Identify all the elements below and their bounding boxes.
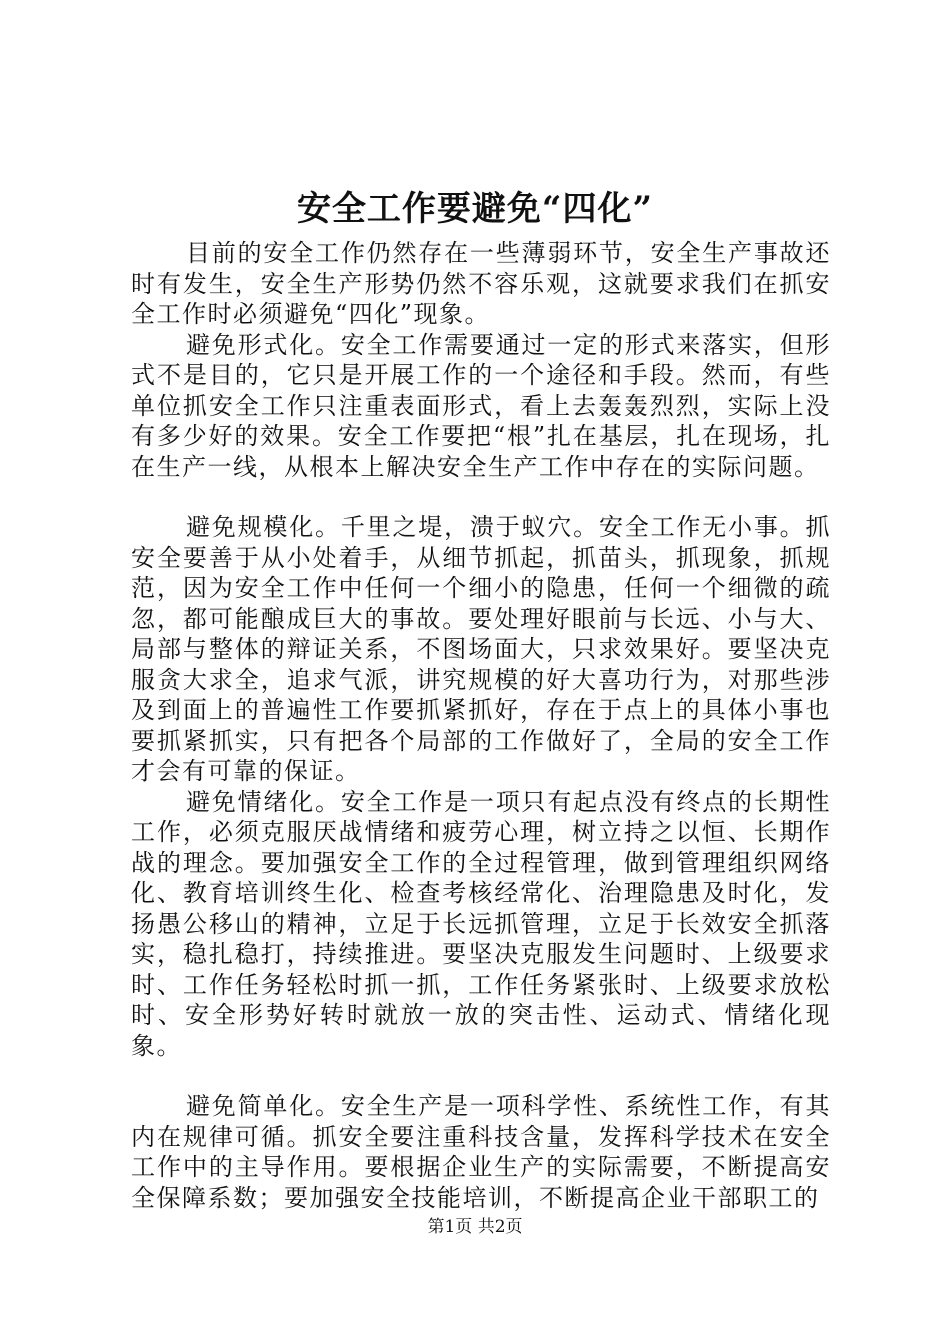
paragraph-emotion: 避免情绪化。安全工作是一项只有起点没有终点的长期性工作，必须克服厌战情绪和疲劳心理，树立持之以恒、长期作战的理念。要加强安全工作的全过程管理，做到管理组织网络化、教育培训终生化、检查考核经常化、治理隐患及时化，发扬愚公移山的精神，立足于长远抓管理，立足于长效安全抓落实，稳扎稳打，持续推进。要坚决克服发生问题时、上级要求时、工作任务轻松时抓一抓，工作任务紧张时、上级要求放松时、安全形势好转时就放一放的突击性、运动式、情绪化现象。 bbox=[131, 787, 831, 1060]
page-number-footer: 第1页 共2页 bbox=[427, 1217, 523, 1237]
document-title: 安全工作要避免“四化” bbox=[296, 189, 654, 229]
document-body bbox=[131, 238, 831, 1213]
paragraph-formalism: 避免形式化。安全工作需要通过一定的形式来落实，但形式不是目的，它只是开展工作的一个途径和手段。然而，有些单位抓安全工作只注重表面形式，看上去轰轰烈烈，实际上没有多少好的效果。安全工作要把“根”扎在基层，扎在现场，扎在生产一线，从根本上解决安全生产工作中存在的实际问题。 bbox=[131, 330, 831, 481]
paragraph-intro: 目前的安全工作仍然存在一些薄弱环节，安全生产事故还时有发生，安全生产形势仍然不容乐观，这就要求我们在抓安全工作时必须避免“四化”现象。 bbox=[131, 239, 831, 328]
paragraph-simplification: 避免简单化。安全生产是一项科学性、系统性工作，有其内在规律可循。抓安全要注重科技含量，发挥科学技术在安全工作中的主导作用。要根据企业生产的实际需要，不断提高安全保障系数；要加强安全技能培训，不断提高企业干部职工的 bbox=[131, 1092, 831, 1212]
paragraph-scale: 避免规模化。千里之堤，溃于蚁穴。安全工作无小事。抓安全要善于从小处着手，从细节抓起，抓苗头，抓现象，抓规范，因为安全工作中任何一个细小的隐患，任何一个细微的疏忽，都可能酿成巨大的事故。要处理好眼前与长远、小与大、局部与整体的辩证关系，不图场面大，只求效果好。要坚决克服贪大求全，追求气派，讲究规模的好大喜功行为，对那些涉及到面上的普遍性工作要抓紧抓好，存在于点上的具体小事也要抓紧抓实，只有把各个局部的工作做好了，全局的安全工作才会有可靠的保证。 bbox=[131, 513, 831, 785]
